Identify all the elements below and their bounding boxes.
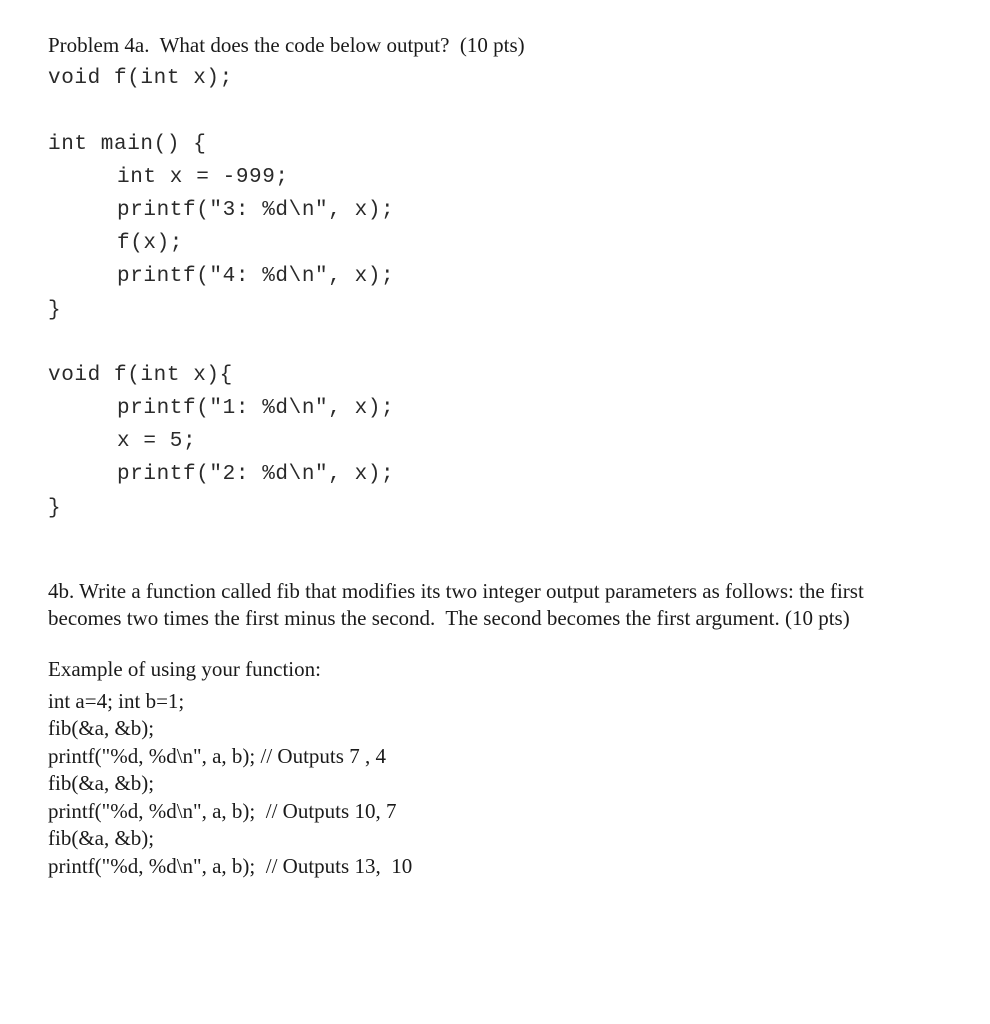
example-line: int a=4; int b=1; bbox=[48, 689, 185, 713]
example-line: fib(&a, &b); bbox=[48, 716, 155, 740]
example-line: fib(&a, &b); bbox=[48, 826, 155, 850]
code-line-main-close: } bbox=[48, 299, 62, 322]
code-line-f-open: void f(int x){ bbox=[48, 364, 233, 387]
example-line: printf("%d, %d\n", a, b); // Outputs 13, 10 bbox=[48, 854, 413, 878]
code-line-f-body: printf("1: %d\n", x); bbox=[117, 397, 395, 420]
code-line-main-body: f(x); bbox=[117, 232, 184, 255]
example-line: printf("%d, %d\n", a, b); // Outputs 7 , 4 bbox=[48, 744, 386, 768]
problem-4b-description-line: 4b. Write a function called fib that modifies its two integer output parameters as follows: the first bbox=[48, 579, 864, 603]
example-line: fib(&a, &b); bbox=[48, 771, 155, 795]
code-line-main-body: printf("4: %d\n", x); bbox=[117, 265, 395, 288]
code-line-main-body: int x = -999; bbox=[117, 166, 289, 189]
code-line-f-close: } bbox=[48, 497, 62, 520]
example-heading: Example of using your function: bbox=[48, 657, 321, 681]
example-line: printf("%d, %d\n", a, b); // Outputs 10, 7 bbox=[48, 799, 397, 823]
code-line-f-body: printf("2: %d\n", x); bbox=[117, 463, 395, 486]
code-line-prototype: void f(int x); bbox=[48, 67, 233, 90]
problem-4a-heading: Problem 4a. What does the code below output? (10 pts) bbox=[48, 33, 525, 57]
code-line-main-open: int main() { bbox=[48, 133, 207, 156]
code-line-f-body: x = 5; bbox=[117, 430, 197, 453]
code-line-main-body: printf("3: %d\n", x); bbox=[117, 199, 395, 222]
problem-4b-description-line: becomes two times the first minus the second. The second becomes the first argument. (10 pts) bbox=[48, 606, 850, 630]
